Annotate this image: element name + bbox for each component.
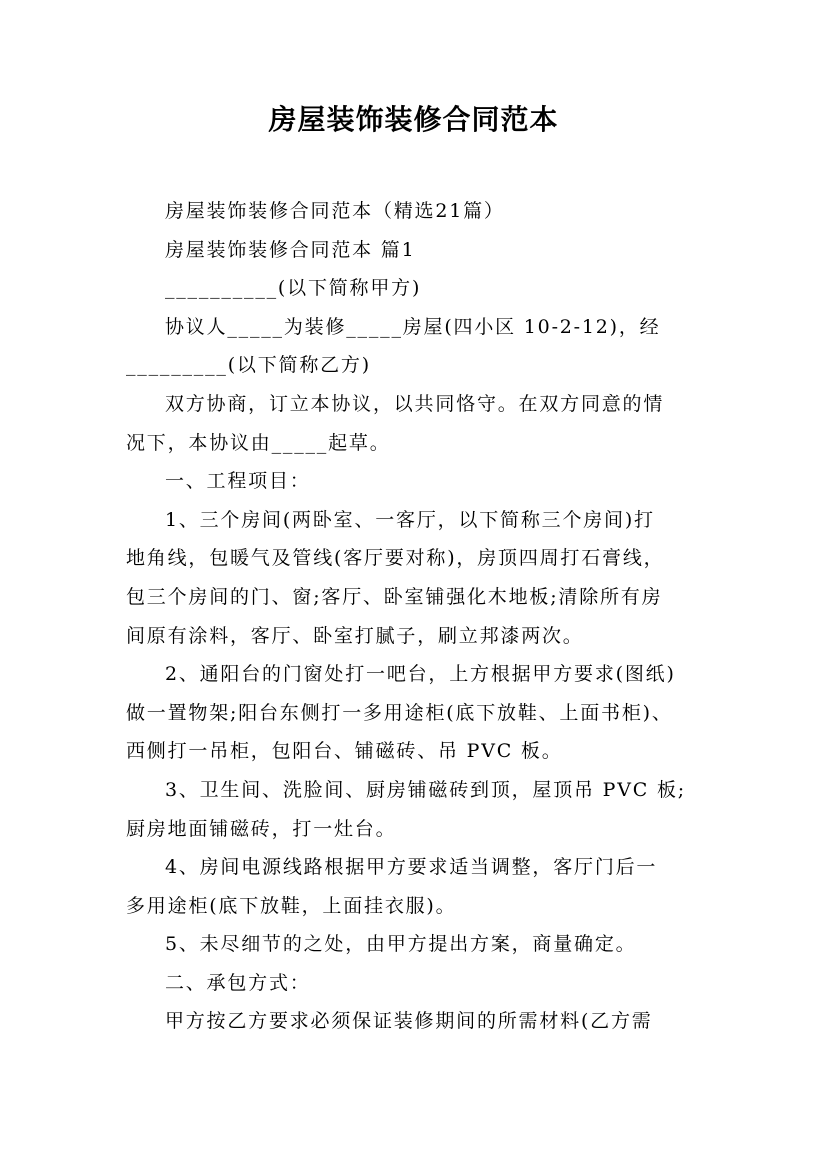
paragraph <box>126 269 716 308</box>
paragraph-line: 2、通阳台的门窗处打一吧台，上方根据甲方要求(图纸) <box>164 663 676 686</box>
page-title: 房屋装饰装修合同范本 <box>268 103 559 136</box>
paragraph-line: 二、承包方式： <box>164 971 311 994</box>
paragraph-line: 房屋装饰装修合同范本 篇1 <box>164 238 416 261</box>
paragraph-line: 4、房间电源线路根据甲方要求适当调整，客厅门后一 <box>164 856 658 879</box>
paragraph-line: 一、工程项目： <box>164 470 311 493</box>
paragraph <box>126 231 716 270</box>
paragraph-line: 做一置物架;阳台东侧打一多用途柜(底下放鞋、上面书柜)、 <box>126 701 673 724</box>
paragraph <box>126 192 716 231</box>
paragraph <box>126 925 716 964</box>
paragraph <box>126 462 716 501</box>
paragraph-line: 3、卫生间、洗脸间、厨房铺磁砖到顶，屋顶吊 PVC 板; <box>164 778 686 801</box>
paragraph-line: 协议人_____为装修_____房屋(四小区 10-2-12)，经 <box>164 315 661 338</box>
paragraph-line: 西侧打一吊柜，包阳台、铺磁砖、吊 PVC 板。 <box>126 740 563 763</box>
paragraph <box>126 771 716 848</box>
paragraph-line: 甲方按乙方要求必须保证装修期间的所需材料(乙方需 <box>164 1010 653 1033</box>
paragraph-line: 况下，本协议由_____起草。 <box>126 431 391 454</box>
paragraph <box>126 655 716 771</box>
paragraph <box>126 848 716 925</box>
paragraph-line: 地角线，包暖气及管线(客厅要对称)，房顶四周打石膏线， <box>126 547 665 570</box>
paragraph <box>126 964 716 1003</box>
paragraph-line: 厨房地面铺磁砖，打一灶台。 <box>126 817 397 840</box>
paragraph-line: 多用途柜(底下放鞋，上面挂衣服)。 <box>126 894 457 917</box>
paragraph-line: 包三个房间的门、窗;客厅、卧室铺强化木地板;清除所有房 <box>126 585 663 608</box>
paragraph <box>126 308 716 385</box>
paragraph-line: 房屋装饰装修合同范本（精选21篇） <box>164 200 505 222</box>
paragraph-line: _________(以下简称乙方) <box>126 354 371 377</box>
document-body <box>126 192 716 1041</box>
paragraph <box>126 501 716 655</box>
paragraph-line: 5、未尽细节的之处，由甲方提出方案，商量确定。 <box>164 933 637 956</box>
paragraph <box>126 385 716 462</box>
paragraph <box>126 1002 716 1041</box>
paragraph-line: __________(以下简称甲方) <box>164 277 422 300</box>
paragraph-line: 双方协商，订立本协议，以共同恪守。在双方同意的情 <box>164 392 665 415</box>
paragraph-line: 1、三个房间(两卧室、一客厅，以下简称三个房间)打 <box>164 508 655 531</box>
paragraph-line: 间原有涂料，客厅、卧室打腻子，刷立邦漆两次。 <box>126 624 584 647</box>
